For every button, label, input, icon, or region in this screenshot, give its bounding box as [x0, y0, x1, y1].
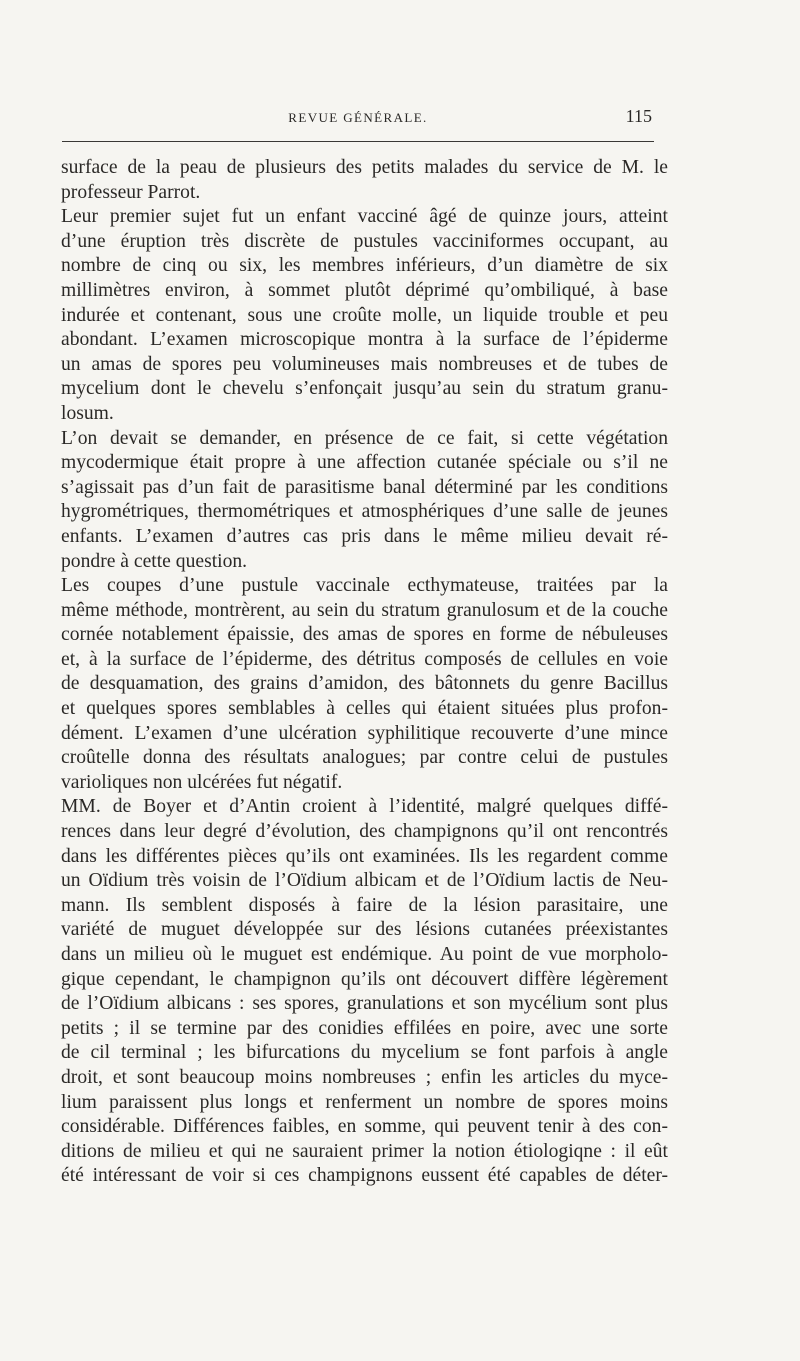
text-line: considérable. Différences faibles, en somme, qui peuvent tenir à des con-	[61, 1116, 668, 1138]
text-line: Les coupes d’une pustule vaccinale ecthymateuse, traitées par la	[61, 575, 668, 597]
text-line: et quelques spores semblables à celles qui étaient situées plus profon-	[61, 698, 668, 720]
text-fragment: professeur Parrot.	[61, 181, 201, 203]
text-line: L’on devait se demander, en présence de ce fait, si cette végétation	[61, 427, 668, 449]
body-text	[61, 156, 668, 1189]
paragraph	[61, 205, 668, 426]
text-line: MM. de Boyer et d’Antin croient à l’identité, malgré quelques diffé-	[61, 796, 668, 818]
text-line: nombre de cinq ou six, les membres inférieurs, d’un diamètre de six	[61, 255, 668, 277]
text-line: mycodermique était propre à une affection cutanée spéciale ou s’il ne	[61, 452, 668, 474]
paragraph	[61, 427, 668, 575]
text-line: Leur premier sujet fut un enfant vacciné âgé de quinze jours, atteint	[61, 206, 668, 228]
text-line: même méthode, montrèrent, au sein du stratum granulosum et de la couche	[61, 599, 668, 621]
text-line: mycelium dont le chevelu s’enfonçait jusqu’au sein du stratum granu-	[61, 378, 668, 400]
text-line: cornée notablement épaissie, des amas de spores en forme de nébuleuses	[61, 624, 668, 646]
text-line: et, à la surface de l’épiderme, des détritus composés de cellules en voie	[61, 648, 668, 670]
text-line: indurée et contenant, sous une croûte molle, un liquide trouble et peu	[61, 304, 668, 326]
text-line: variété de muguet développée sur des lésions cutanées préexistantes	[61, 919, 668, 941]
paragraph	[61, 156, 668, 205]
paragraph	[61, 795, 668, 1189]
text-line: un amas de spores peu volumineuses mais nombreuses et de tubes de	[61, 353, 668, 375]
text-line: petits ; il se termine par des conidies effilées en poire, avec une sorte	[61, 1017, 668, 1039]
text-line: de l’Oïdium albicans : ses spores, granulations et son mycélium sont plus	[61, 993, 668, 1015]
running-title: REVUE GÉNÉRALE.	[288, 110, 428, 125]
page-number: 115	[625, 106, 652, 126]
text-line: été intéressant de voir si ces champignons eussent été capables de déter-	[61, 1165, 668, 1187]
text-line	[61, 181, 668, 206]
text-line: un Oïdium très voisin de l’Oïdium albicam et de l’Oïdium lactis de Neu-	[61, 870, 668, 892]
text-line: enfants. L’examen d’autres cas pris dans le même milieu devait ré-	[61, 525, 668, 547]
text-line: mann. Ils semblent disposés à faire de la lésion parasitaire, une	[61, 894, 668, 916]
text-line: abondant. L’examen microscopique montra à la surface de l’épiderme	[61, 329, 668, 351]
text-line: varioliques non ulcérées fut négatif.	[61, 771, 343, 793]
text-line: surface de la peau de plusieurs des petits malades du service de M. le	[61, 157, 668, 178]
text-line: dans les différentes pièces qu’ils ont examinées. Ils les regardent comme	[61, 845, 668, 867]
text-line: dans un milieu où le muguet est endémique. Au point de vue morpholo-	[61, 944, 668, 965]
text-line: d’une éruption très discrète de pustules vacciniformes occupant, au	[61, 230, 668, 252]
text-line: dément. L’examen d’une ulcération syphilitique recouverte d’une mince	[61, 722, 668, 744]
text-line: pondre à cette question.	[61, 550, 248, 572]
text-line: millimètres environ, à sommet plutôt déprimé qu’ombiliqué, à base	[61, 279, 668, 301]
text-line: lium paraissent plus longs et renferment un nombre de spores moins	[61, 1091, 668, 1113]
text-line: losum.	[61, 402, 114, 424]
text-line: rences dans leur degré d’évolution, des champignons qu’il ont rencontrés	[61, 821, 668, 843]
text-line: ditions de milieu et qui ne sauraient primer la notion étiologiqne : il eût	[61, 1140, 668, 1162]
running-head	[60, 106, 656, 130]
text-line: de cil terminal ; les bifurcations du mycelium se font parfois à angle	[61, 1042, 668, 1064]
text-line: gique cependant, le champignon qu’ils ont découvert diffère légèrement	[61, 968, 668, 990]
header-rule	[62, 141, 654, 142]
text-line: hygrométriques, thermométriques et atmosphériques d’une salle de jeunes	[61, 501, 668, 523]
text-line: s’agissait pas d’un fait de parasitisme banal déterminé par les conditions	[61, 476, 668, 498]
text-line: droit, et sont beaucoup moins nombreuses ; enfin les articles du myce-	[61, 1066, 668, 1088]
text-line: de desquamation, des grains d’amidon, des bâtonnets du genre Bacillus	[61, 673, 668, 695]
text-line: croûtelle donna des résultats analogues; par contre celui de pustules	[61, 747, 668, 769]
paragraph	[61, 574, 668, 795]
